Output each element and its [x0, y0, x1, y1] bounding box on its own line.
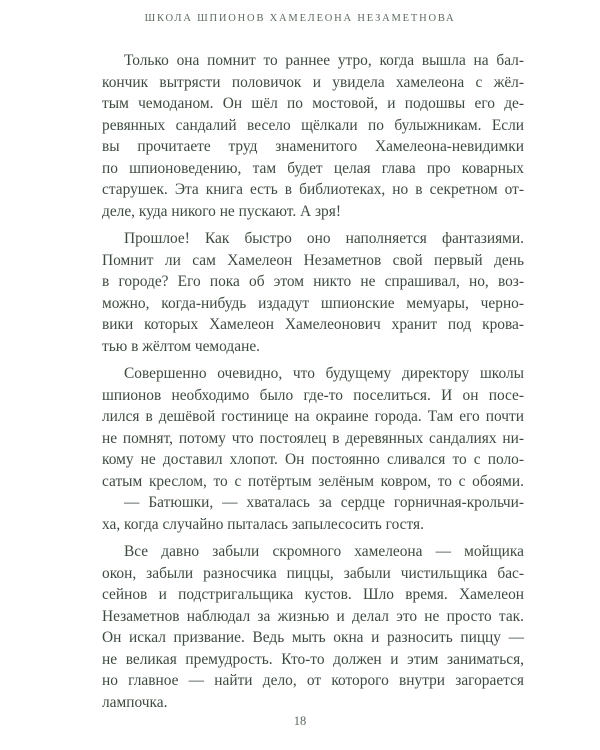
page-number: 18	[293, 714, 307, 728]
text-line: шпионов необходимо было где-то поселиться. И он посе-	[102, 386, 524, 404]
paragraph-2	[102, 228, 524, 357]
text-line: не великая премудрость. Кто-то должен и этим заниматься,	[102, 650, 524, 668]
text-line: лился в дешёвой гостинице на окраине города. Там его почти	[102, 408, 524, 425]
running-head: ШКОЛА ШПИОНОВ ХАМЕЛЕОНА НЕЗАМЕТНОВА	[144, 13, 456, 24]
text-line: вы прочитаете труд знаменитого Хамелеона-невидимки	[102, 138, 524, 155]
body-text	[102, 50, 524, 713]
text-line: старушек. Эта книга есть в библиотеках, но в секретном от-	[102, 181, 524, 198]
text-line: но главное — найти дело, от которого внутри загорается	[102, 672, 524, 689]
text-line: можно, когда-нибудь издадут шпионские мемуары, черно-	[102, 294, 524, 312]
text-line: — Батюшки, — хваталась за сердце горничная-крольчи-	[124, 494, 524, 511]
paragraph-1	[102, 50, 524, 222]
text-line: ха, когда случайно пыталась запылесосить гостя.	[102, 515, 424, 533]
text-line: сатым креслом, то с потёртым зелёным ковром, то с обоями.	[102, 472, 524, 490]
text-line: кому не доставил хлопот. Он постоянно сливался то с поло-	[102, 451, 524, 468]
text-line: Он искал призвание. Ведь мыть окна и разносить пиццу —	[102, 629, 524, 646]
paragraph-5	[102, 541, 524, 713]
text-line: тым чемоданом. Он шёл по мостовой, и подошвы его де-	[102, 95, 524, 112]
text-line: Совершенно очевидно, что будущему директору школы	[124, 365, 524, 382]
text-line: кончик вытрясти половичок и увидела хамелеона с жёл-	[102, 73, 524, 91]
text-line: лампочка.	[102, 693, 168, 711]
text-line: ревянных сандалий весело щёлкали по булыжникам. Если	[102, 116, 524, 134]
paragraph-3	[102, 363, 524, 492]
text-line: окон, забыли разносчика пиццы, забыли чистильщика бас-	[102, 564, 524, 582]
text-line: Помнит ли сам Хамелеон Незаметнов свой первый день	[102, 251, 524, 269]
text-line: вики которых Хамелеон Хамелеонович хранит под крова-	[102, 316, 524, 333]
text-line: тью в жёлтом чемодане.	[102, 337, 261, 355]
text-line: Все давно забыли скромного хамелеона — мойщика	[124, 543, 524, 560]
text-line: Незаметнов наблюдал за жизнью и делал это не просто так.	[102, 607, 524, 625]
text-line: Прошлое! Как быстро оно наполняется фантазиями.	[124, 230, 524, 247]
text-line: в городе? Его пока об этом никто не спрашивал, но, воз-	[102, 273, 524, 290]
paragraph-4	[102, 492, 524, 535]
text-line: по шпионоведению, там будет целая глава про коварных	[102, 159, 524, 177]
text-line: не помнят, потому что постоялец в деревянных сандалиях ни-	[102, 429, 524, 447]
text-line: деле, куда никого не пускают. А зря!	[102, 202, 341, 220]
text-line: Только она помнит то раннее утро, когда вышла на бал-	[124, 52, 524, 69]
text-line: сейнов и подстригальщика кустов. Шло время. Хамелеон	[102, 586, 524, 603]
